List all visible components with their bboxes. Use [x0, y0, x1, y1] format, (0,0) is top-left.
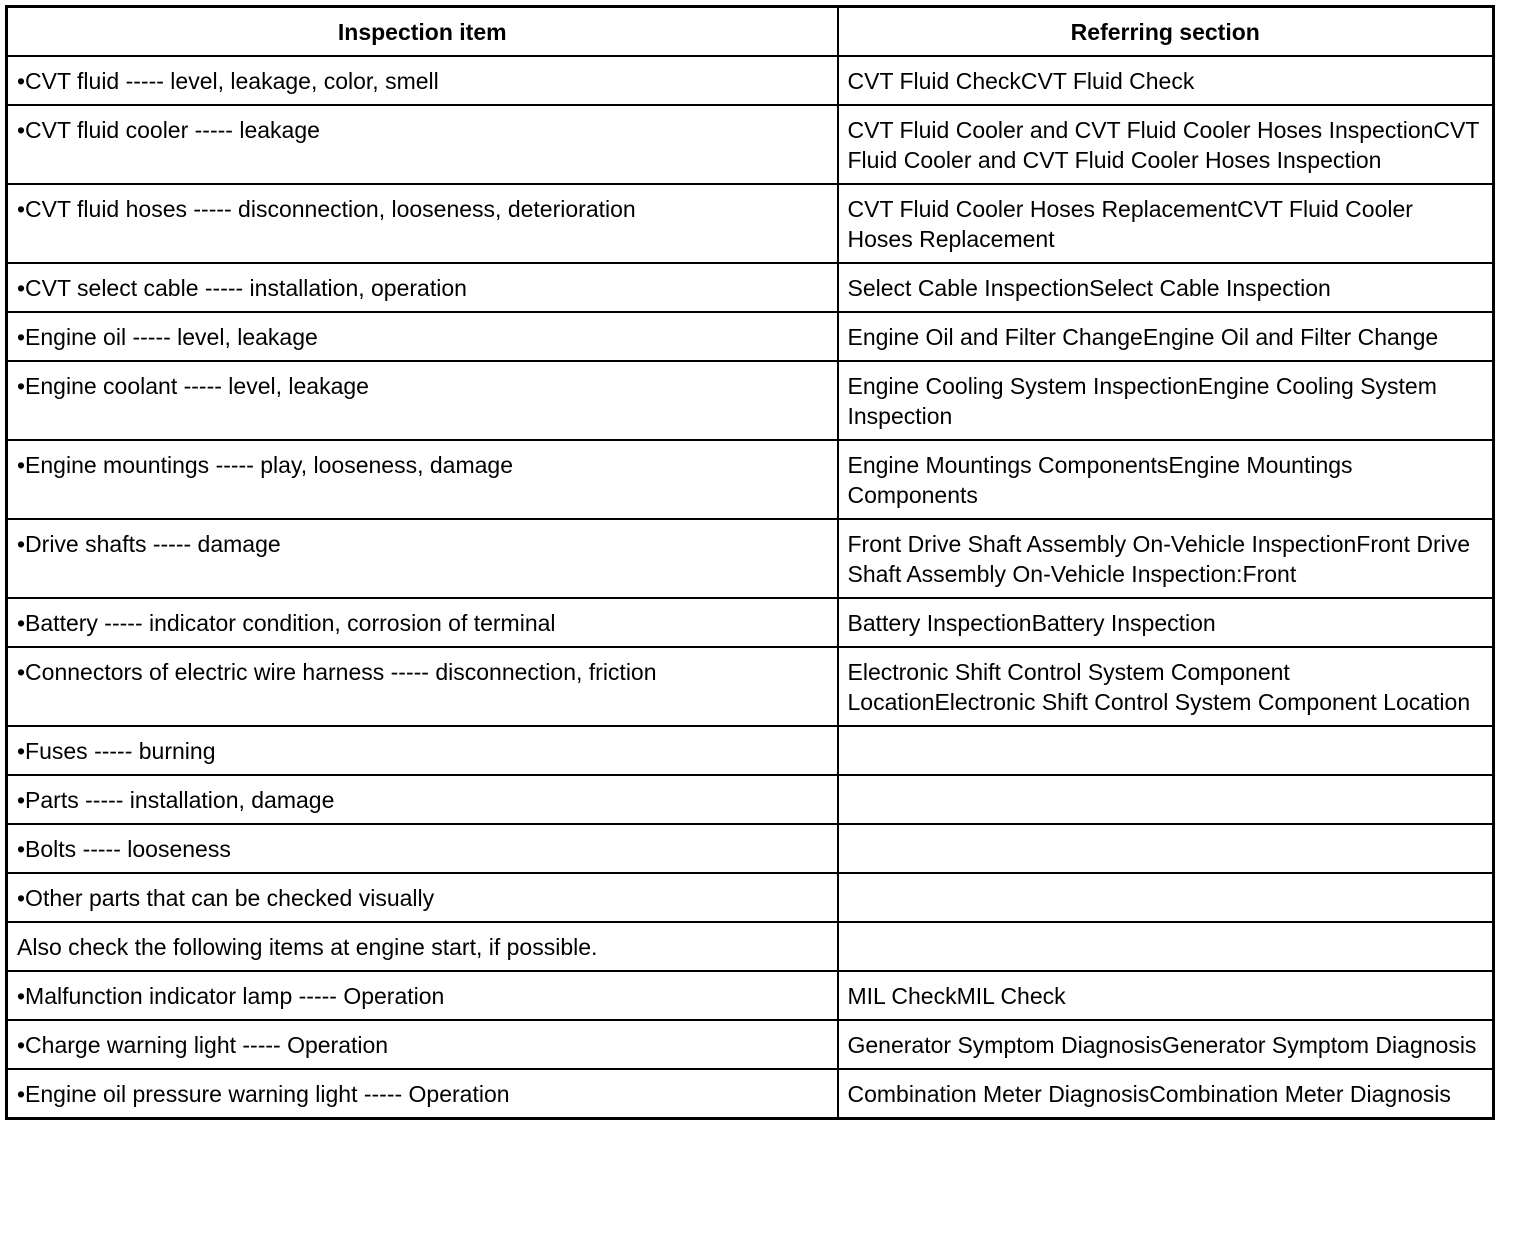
- referring-section-cell: Front Drive Shaft Assembly On-Vehicle InspectionFront Drive Shaft Assembly On-Vehicle Inspection:Front: [838, 519, 1494, 598]
- referring-section-cell: Engine Cooling System InspectionEngine Cooling System Inspection: [838, 361, 1494, 440]
- inspection-item-cell: •Malfunction indicator lamp ----- Operation: [7, 971, 838, 1020]
- inspection-item-cell: •Parts ----- installation, damage: [7, 775, 838, 824]
- table-row: [7, 726, 1494, 775]
- inspection-item-cell: •Bolts ----- looseness: [7, 824, 838, 873]
- table-row: [7, 873, 1494, 922]
- table-row: [7, 971, 1494, 1020]
- table-row: [7, 263, 1494, 312]
- table-row: [7, 1069, 1494, 1119]
- inspection-item-cell: •Engine mountings ----- play, looseness, damage: [7, 440, 838, 519]
- referring-section-cell: Engine Oil and Filter ChangeEngine Oil and Filter Change: [838, 312, 1494, 361]
- inspection-item-cell: Also check the following items at engine start, if possible.: [7, 922, 838, 971]
- inspection-item-cell: •Drive shafts ----- damage: [7, 519, 838, 598]
- inspection-item-cell: •Engine oil ----- level, leakage: [7, 312, 838, 361]
- table-row: [7, 105, 1494, 184]
- inspection-item-cell: •CVT fluid ----- level, leakage, color, smell: [7, 56, 838, 105]
- referring-section-cell: CVT Fluid CheckCVT Fluid Check: [838, 56, 1494, 105]
- referring-section-cell: Electronic Shift Control System Component LocationElectronic Shift Control System Component Location: [838, 647, 1494, 726]
- referring-section-cell: Engine Mountings ComponentsEngine Mountings Components: [838, 440, 1494, 519]
- inspection-item-cell: •Engine oil pressure warning light ----- Operation: [7, 1069, 838, 1119]
- table-row: [7, 440, 1494, 519]
- inspection-item-cell: •Battery ----- indicator condition, corrosion of terminal: [7, 598, 838, 647]
- table-row: [7, 519, 1494, 598]
- inspection-item-cell: •CVT fluid hoses ----- disconnection, looseness, deterioration: [7, 184, 838, 263]
- referring-section-cell: Battery InspectionBattery Inspection: [838, 598, 1494, 647]
- table-row: [7, 775, 1494, 824]
- referring-section-cell: Combination Meter DiagnosisCombination Meter Diagnosis: [838, 1069, 1494, 1119]
- table-row: [7, 598, 1494, 647]
- referring-section-cell: Select Cable InspectionSelect Cable Inspection: [838, 263, 1494, 312]
- inspection-item-cell: •Fuses ----- burning: [7, 726, 838, 775]
- referring-section-cell: [838, 922, 1494, 971]
- inspection-item-cell: •CVT fluid cooler ----- leakage: [7, 105, 838, 184]
- header-inspection-item: Inspection item: [7, 7, 838, 57]
- referring-section-cell: [838, 873, 1494, 922]
- inspection-item-cell: •CVT select cable ----- installation, operation: [7, 263, 838, 312]
- table-row: [7, 184, 1494, 263]
- table-row: [7, 922, 1494, 971]
- referring-section-cell: [838, 824, 1494, 873]
- referring-section-cell: MIL CheckMIL Check: [838, 971, 1494, 1020]
- header-referring-section: Referring section: [838, 7, 1494, 57]
- header-row: [7, 7, 1494, 57]
- referring-section-cell: CVT Fluid Cooler Hoses ReplacementCVT Fluid Cooler Hoses Replacement: [838, 184, 1494, 263]
- referring-section-cell: [838, 726, 1494, 775]
- table-row: [7, 824, 1494, 873]
- referring-section-cell: CVT Fluid Cooler and CVT Fluid Cooler Hoses InspectionCVT Fluid Cooler and CVT Fluid Cooler Hoses Inspection: [838, 105, 1494, 184]
- inspection-table: [5, 5, 1495, 1120]
- table-row: [7, 56, 1494, 105]
- referring-section-cell: Generator Symptom DiagnosisGenerator Symptom Diagnosis: [838, 1020, 1494, 1069]
- table-row: [7, 312, 1494, 361]
- inspection-item-cell: •Charge warning light ----- Operation: [7, 1020, 838, 1069]
- table-row: [7, 1020, 1494, 1069]
- inspection-item-cell: •Other parts that can be checked visually: [7, 873, 838, 922]
- inspection-item-cell: •Connectors of electric wire harness ----- disconnection, friction: [7, 647, 838, 726]
- table-row: [7, 647, 1494, 726]
- inspection-item-cell: •Engine coolant ----- level, leakage: [7, 361, 838, 440]
- referring-section-cell: [838, 775, 1494, 824]
- table-row: [7, 361, 1494, 440]
